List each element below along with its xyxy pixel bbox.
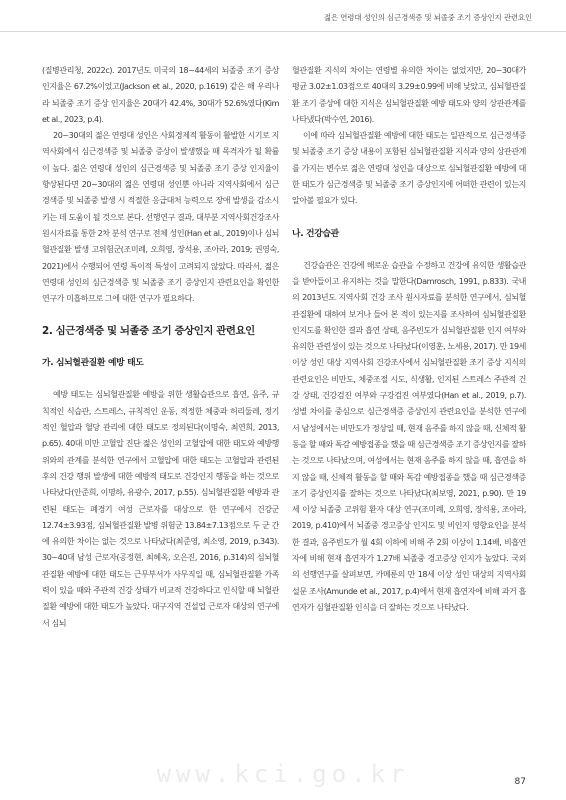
right-column [292,63,526,616]
section-spacer [292,210,526,226]
section-spacer [42,339,279,355]
right-paragraph-3: 건강습관은 건강에 해로운 습관을 수정하고 건강에 유익한 생활습관을 받아들이고 유지하는 것을 말한다(Damrosch, 1991, p.833). 국내의 2013년도 지역사회 건강 조사 원시자료를 분석한 연구에서, 심뇌혈관질환에 대하여 보거나 들어 본 적이 있는지를 조사하여 심뇌혈관질환 인지도를 확인한 결과 흡연 상태, 음주빈도가 심뇌혈관질환 인지 여부와 유의한 관련성이 있는 것으로 나타났다(이영훈, 노세용, 2017). 만 19세 이상 성인 대상 지역사회 건강조사에서 심뇌혈관질환 조기 증상 지식의 관련요인은 비만도, 체중조절 시도, 식생활, 인지된 스트레스 주관적 건강 상태, 건강검진 여부와 구강검진 여부였다(Han et al., 2019, p.7). 성별 차이를 중심으로 심근경색증 증상인지 관련요인을 분석한 연구에서 남성에서는 비만도가 정상일 때, 현재 음주를 하지 않을 때, 신체적 활동을 할 때와 독감 예방접종을 했을 때 심근경색증 조기 증상인지를 잘하는 것으로 나타났으며, 여성에서는 현재 음주를 하지 않을 때, 흡연을 하지 않을 때, 신체적 활동을 할 때와 독감 예방접종을 했을 때 심근경색증 조기 증상인지를 잘하는 것으로 나타났다(최보영, 2021, p.90). 만 19세 이상 뇌졸중 고위험 환자 대상 연구(조미례, 오희영, 장석용, 조아라, 2019, p.410)에서 뇌졸중 경고증상 인지도 및 비인지 영향요인을 분석한 결과, 음주빈도가 월 4회 이하에 비해 주 2회 이상이 1.14배, 비흡연자에 비해 현재 흡연자가 1.27배 뇌졸중 경고증상 인지가 높았다. 국외의 선행연구를 살펴보면, 카메룬의 만 18세 이상 성인 대상의 지역사회 설문 조사(Amunde et al., 2017, p.4)에서 현재 흡연자에 비해 과거 흡연자가 심혈관질환 인식을 더 잘하는 것으로 나타났다. [292,260,526,612]
left-paragraph-1: (질병관리청, 2022c). 2017년도 미국의 18~44세의 뇌졸중 조기 증상 인지율은 67.2%이었고(Jackson et al., 2020, p.1619) 같은 해 우리나라 뇌졸중 조기 증상 인지율은 20대가 42.4%, 30대가 52.6%였다(Kim et al., 2023, p.4). [42,66,279,124]
subsection-heading-attitude: 가. 심뇌혈관질환 예방 태도 [42,358,144,369]
left-paragraph-3: 예방 태도는 심뇌혈관질환 예방을 위한 생활습관으로 흡연, 음주, 규칙적인 식습관, 스트레스, 규칙적인 운동, 적정한 체중과 허리둘레, 정기적인 혈압과 혈당 관리에 대한 태도로 정의된다(이명숙, 최연희, 2013, p.65). 40대 미만 고혈압 진단 젊은 성인의 고혈압에 대한 태도와 예방행위와의 관계를 분석한 연구에서 고혈압에 대한 태도는 고혈압과 관련된 후의 건강 행위 발생에 대한 예방적 태도로 건강인지 행동을 하는 것으로 나타났다(안준희, 이명하, 유광수, 2017, p.55). 심뇌혈관질환 예방과 관련된 태도는 폐경기 여성 근로자를 대상으로 한 연구에서 건강군 12.74±3.93점, 심뇌혈관질환 발병 위험군 13.84±7.13점으로 두 군 간에 유의한 차이는 없는 것으로 나타났다(최준영, 최소영, 2019, p.343). 30~40대 남성 근로자(공정현, 최혜옥, 오은진, 2016, p.314)의 심뇌혈관질환 예방에 대한 태도는 근무부서가 사무직일 때, 심뇌혈관질환 가족력이 있을 때와 주관적 건강 상태가 비교적 건강하다고 인식할 때 뇌혈관질환 예방에 대한 태도가 높았다. 대구지역 건설업 근로자 대상의 연구에서 심뇌 [42,390,279,628]
right-paragraph-2: 이에 따라 심뇌혈관질환 예방에 대한 태도는 일관적으로 심근경색증 및 뇌졸중 조기 증상 내용이 포함된 심뇌혈관질환 지식과 양의 상관관계를 가지는 변수로 젊은 연령대 성인을 대상으로 심뇌혈관질환 예방에 대한 태도가 심근경색증 및 뇌졸중 조기 증상인지에 어떠한 관련이 있는지 알아볼 필요가 있다. [292,131,526,206]
page-number: 87 [514,777,526,787]
section-spacer [42,371,279,387]
section-spacer [292,242,526,258]
running-head: 젊은 연령대 성인의 심근경색증 및 뇌졸중 조기 증상인지 관련요인 [323,13,532,22]
header-divider [0,31,566,32]
subsection-heading-habits: 나. 건강습관 [292,228,339,239]
section-spacer [42,307,279,323]
right-paragraph-1: 혈관질환 지식의 차이는 연령별 유의한 차이는 없었지만, 20~30대가 평균 3.02±1.03점으로 40대의 3.29±0.99에 비해 낮았고, 심뇌혈관질환 조기 증상에 대한 지식은 심뇌혈관질환 예방 태도와 양의 상관관계를 나타냈다(박수연, 2016). [292,66,526,124]
left-column [42,63,279,632]
left-paragraph-2: 20~30대의 젊은 연령대 성인은 사회경제적 활동이 활발한 시기로 지역사회에서 심근경색증 및 뇌졸중 증상이 발생했을 때 목격자가 될 확률이 높다. 젊은 연령대 성인의 심근경색증 및 뇌졸중 조기 증상 인지율이 향상된다면 20~30대의 젊은 연령대 성인뿐 아니라 지역사회에서 심근경색증 및 뇌졸중 발생 시 적절한 응급대처 능력으로 장애 발생을 감소시키는 데 도움이 될 것으로 본다. 선행연구 결과, 대부분 지역사회건강조사 원시자료를 통한 2차 분석 연구로 전체 성인(Han et al., 2019)이나 심뇌혈관질환 발생 고위험군(조미례, 오희영, 장석용, 조아라, 2019; 권영숙, 2021)에서 수행되어 연령 특이적 특성이 고려되지 않았다. 따라서, 젊은 연령대 성인의 심근경색증 및 뇌졸중 조기 증상인지 관련요인을 확인한 연구가 미흡하므로 그에 대한 연구가 필요하다. [42,131,279,304]
section-heading: 2. 심근경색증 및 뇌졸중 조기 증상인지 관련요인 [42,325,255,338]
watermark: www.kci.go.kr [156,760,410,788]
